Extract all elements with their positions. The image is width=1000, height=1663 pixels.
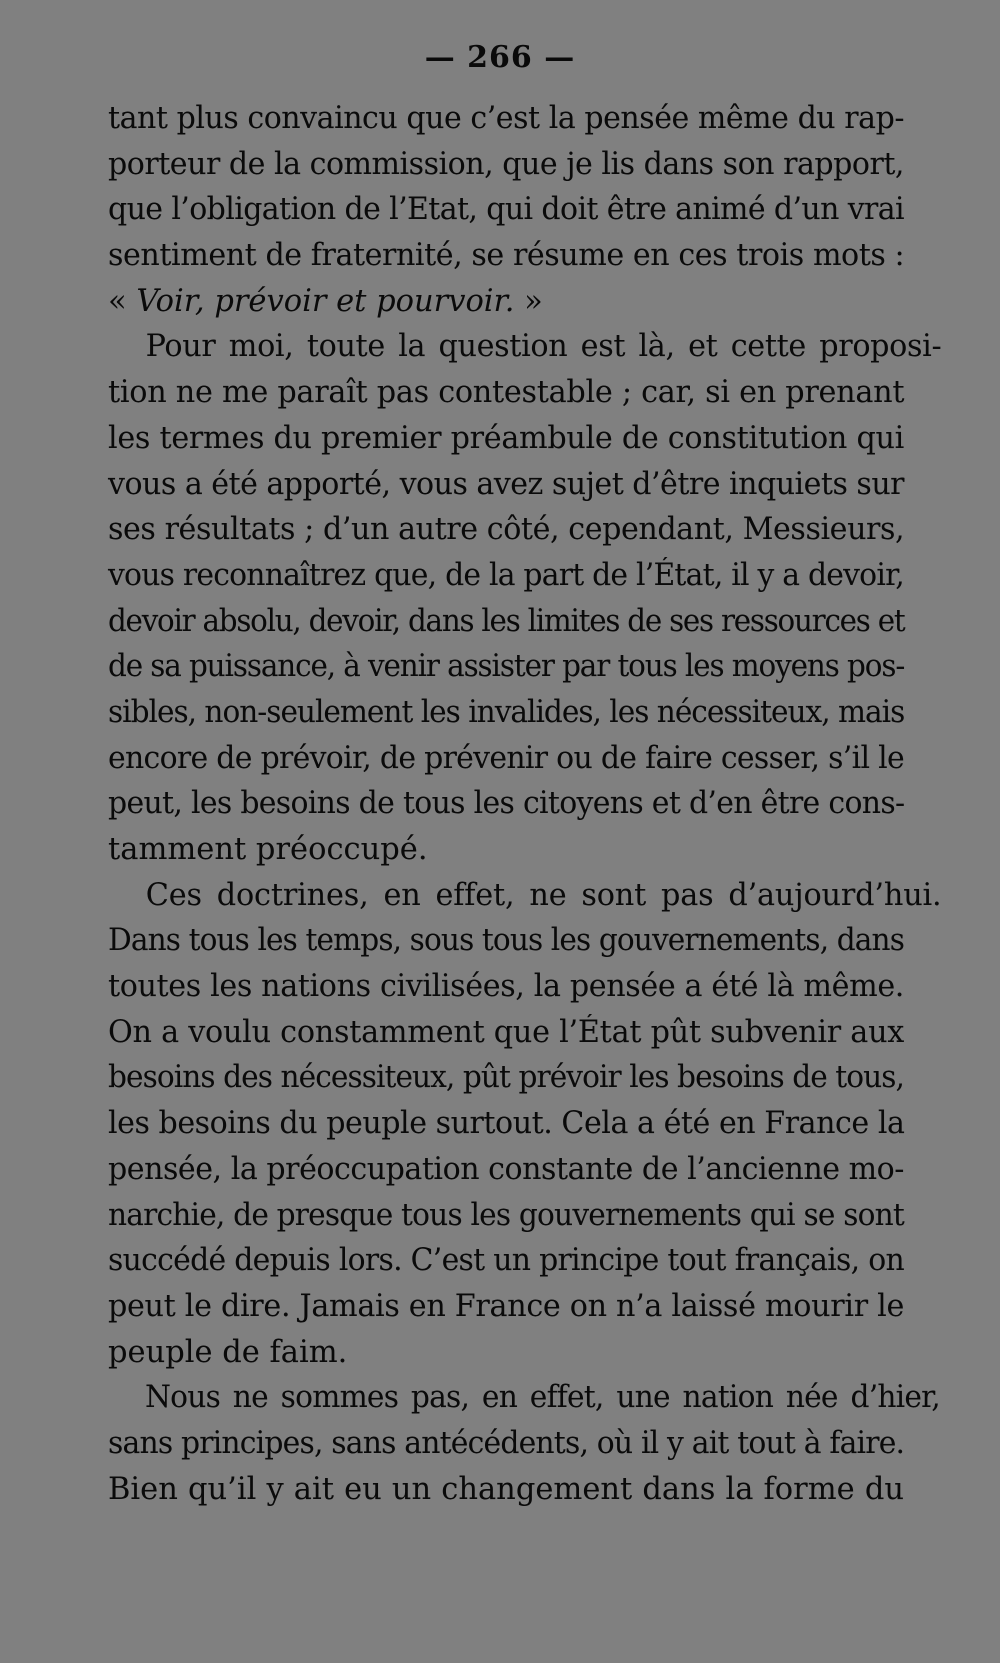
text-line: narchie, de presque tous les gouvernements qui se sont	[108, 1197, 904, 1233]
paragraph-first-line: Ces doctrines, en effet, ne sont pas d’aujourd’hui.	[145, 877, 942, 913]
text-line: sans principes, sans antécédents, où il y ait tout à faire.	[108, 1425, 905, 1461]
text-line: succédé depuis lors. C’est un principe tout français, on	[108, 1243, 905, 1279]
text-line: les besoins du peuple surtout. Cela a été en France la	[108, 1106, 905, 1142]
page-number: — 266 —	[424, 40, 576, 75]
text-line: On a voulu constamment que l’État pût subvenir aux	[108, 1014, 905, 1050]
text-line: vous reconnaîtrez que, de la part de l’État, il y a devoir,	[108, 557, 904, 593]
text-line: sentiment de fraternité, se résume en ces trois mots :	[108, 238, 905, 274]
text-line: Dans tous les temps, sous tous les gouvernements, dans	[108, 923, 904, 959]
text-line: les termes du premier préambule de constitution qui	[108, 420, 904, 456]
paragraph-last-line: tamment préoccupé.	[108, 832, 428, 867]
text-line: besoins des nécessiteux, pût prévoir les besoins de tous,	[108, 1060, 905, 1096]
text-line: vous a été apporté, vous avez sujet d’être inquiets sur	[108, 466, 904, 502]
text-line: ses résultats ; d’un autre côté, cependant, Messieurs,	[108, 512, 905, 548]
text-line: tion ne me paraît pas contestable ; car, si en prenant	[108, 375, 905, 411]
text-line: peut le dire. Jamais en France on n’a laissé mourir le	[108, 1288, 904, 1324]
text-line: devoir absolu, devoir, dans les limites de ses ressources et	[108, 603, 905, 639]
text-line: pensée, la préoccupation constante de l’ancienne mo-	[108, 1151, 904, 1187]
quoted-motto: Voir, prévoir et pourvoir.	[136, 283, 515, 319]
text-line: de sa puissance, à venir assister par tous les moyens pos-	[108, 649, 905, 685]
closing-guillemet: »	[514, 283, 543, 319]
text-line: peut, les besoins de tous les citoyens et d’en être cons-	[108, 786, 905, 822]
text-line: sibles, non-seulement les invalides, les nécessiteux, mais	[108, 694, 905, 730]
opening-guillemet: «	[108, 283, 137, 319]
text-line: toutes les nations civilisées, la pensée a été là même.	[108, 969, 904, 1005]
quote-line	[108, 279, 904, 325]
text-line: encore de prévoir, de prévenir ou de faire cesser, s’il le	[108, 740, 904, 776]
text-line: tant plus convaincu que c’est la pensée même du rap-	[108, 101, 904, 136]
text-line: porteur de la commission, que je lis dans son rapport,	[108, 146, 904, 182]
text-line: Bien qu’il y ait eu un changement dans la forme du	[108, 1471, 904, 1507]
text-line: que l’obligation de l’Etat, qui doit être animé d’un vrai	[108, 192, 905, 228]
paragraph-last-line: peuple de faim.	[108, 1334, 348, 1370]
paragraph-first-line: Pour moi, toute la question est là, et cette proposi-	[145, 329, 942, 365]
body-text	[108, 96, 942, 1512]
paragraph-first-line: Nous ne sommes pas, en effet, une nation née d’hier,	[144, 1380, 940, 1416]
